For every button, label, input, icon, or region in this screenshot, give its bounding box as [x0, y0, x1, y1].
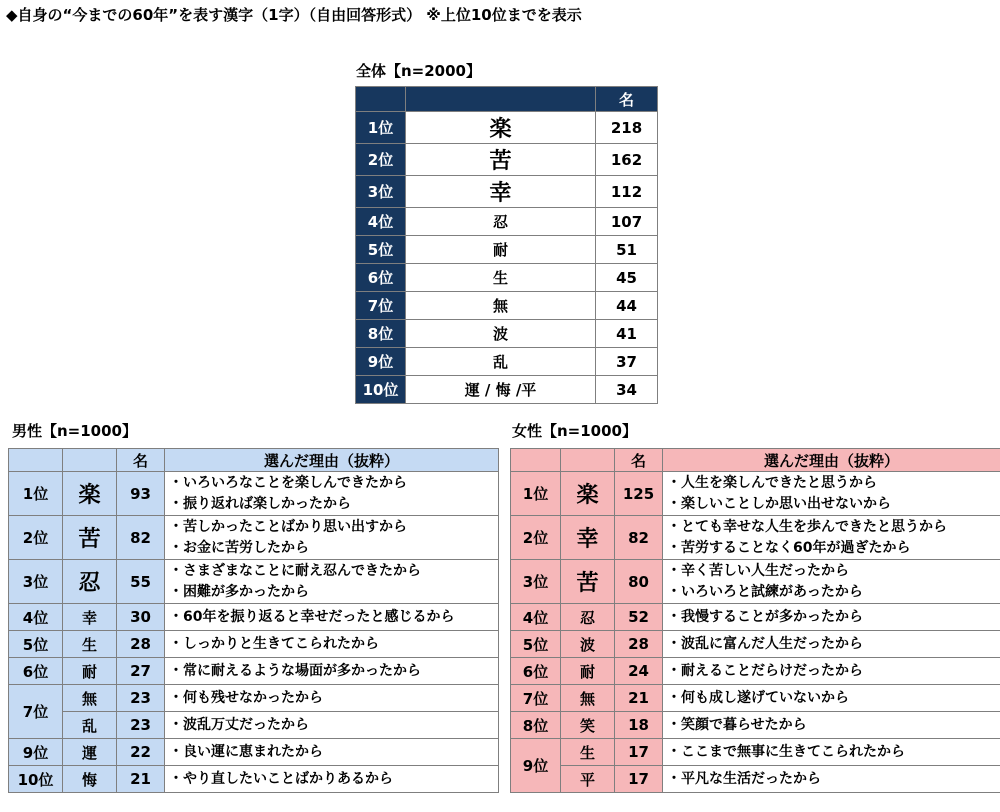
count-cell: 107: [596, 208, 658, 236]
kanji-cell: 楽: [406, 112, 596, 144]
table-row: [356, 320, 658, 348]
table-row: [511, 739, 1000, 766]
reason-line: ・人生を楽しんできたと思うから: [667, 474, 877, 491]
rank-cell: 6位: [511, 658, 561, 685]
table-row: [511, 604, 1000, 631]
rank-cell: 8位: [356, 320, 406, 348]
kanji-cell: 波: [406, 320, 596, 348]
kanji-cell: 笑: [561, 712, 615, 739]
reason-cell: ・耐えることだらけだったから: [663, 658, 1000, 685]
rank-cell: 8位: [511, 712, 561, 739]
table-row: [9, 604, 499, 631]
reason-cell: ・やり直したいことばかりあるから: [165, 766, 499, 793]
rank-cell: 2位: [511, 516, 561, 560]
reason-cell: ・良い運に恵まれたから: [165, 739, 499, 766]
rank-cell: 2位: [356, 144, 406, 176]
count-cell: 93: [117, 472, 165, 516]
table-row: [511, 658, 1000, 685]
count-cell: 82: [117, 516, 165, 560]
table-row: [356, 176, 658, 208]
reason-line: ・困難が多かったから: [169, 583, 309, 600]
count-cell: 51: [596, 236, 658, 264]
rank-cell: 2位: [9, 516, 63, 560]
table-row: [356, 144, 658, 176]
overall-table: [355, 86, 658, 404]
table-row: [511, 766, 1000, 793]
rank-cell: 3位: [511, 560, 561, 604]
count-cell: 17: [615, 739, 663, 766]
kanji-cell: 楽: [561, 472, 615, 516]
kanji-cell: 波: [561, 631, 615, 658]
count-cell: 34: [596, 376, 658, 404]
reason-cell: [663, 472, 1000, 516]
table-row: [511, 631, 1000, 658]
count-cell: 18: [615, 712, 663, 739]
rank-header: [356, 87, 406, 112]
kanji-cell: 悔: [63, 766, 117, 793]
reason-cell: ・ここまで無事に生きてこられたから: [663, 739, 1000, 766]
rank-cell: 3位: [9, 560, 63, 604]
page-title: ◆自身の“今までの60年”を表す漢字（1字）（自由回答形式） ※上位10位までを表示: [6, 6, 582, 24]
rank-cell: 7位: [9, 685, 63, 739]
kanji-cell: 生: [63, 631, 117, 658]
count-header: 名: [117, 449, 165, 472]
rank-cell: 4位: [511, 604, 561, 631]
rank-cell: 6位: [356, 264, 406, 292]
reason-line: ・苦しかったことばかり思い出すから: [169, 518, 407, 535]
rank-cell: 5位: [356, 236, 406, 264]
count-cell: 41: [596, 320, 658, 348]
reason-line: ・辛く苦しい人生だったから: [667, 562, 849, 579]
rank-cell: 9位: [9, 739, 63, 766]
rank-cell: 7位: [511, 685, 561, 712]
kanji-cell: 楽: [63, 472, 117, 516]
table-row: [9, 631, 499, 658]
male-table: [8, 448, 499, 793]
reason-cell: ・我慢することが多かったから: [663, 604, 1000, 631]
kanji-header: [406, 87, 596, 112]
kanji-cell: 耐: [561, 658, 615, 685]
kanji-cell: 苦: [561, 560, 615, 604]
count-cell: 37: [596, 348, 658, 376]
kanji-header: [63, 449, 117, 472]
table-row: [511, 516, 1000, 560]
table-row: [9, 739, 499, 766]
reason-header: 選んだ理由（抜粋）: [663, 449, 1000, 472]
count-cell: 55: [117, 560, 165, 604]
rank-cell: 9位: [511, 739, 561, 793]
count-cell: 52: [615, 604, 663, 631]
kanji-cell: 耐: [63, 658, 117, 685]
kanji-cell: 無: [63, 685, 117, 712]
count-cell: 21: [117, 766, 165, 793]
reason-line: ・振り返れば楽しかったから: [169, 495, 351, 512]
table-row: [9, 712, 499, 739]
kanji-cell: 乱: [63, 712, 117, 739]
rank-cell: 5位: [511, 631, 561, 658]
table-row: [356, 348, 658, 376]
table-row: [356, 236, 658, 264]
count-cell: 21: [615, 685, 663, 712]
count-cell: 44: [596, 292, 658, 320]
reason-cell: ・何も残せなかったから: [165, 685, 499, 712]
count-cell: 82: [615, 516, 663, 560]
count-cell: 23: [117, 712, 165, 739]
rank-cell: 7位: [356, 292, 406, 320]
kanji-cell: 忍: [561, 604, 615, 631]
reason-cell: ・常に耐えるような場面が多かったから: [165, 658, 499, 685]
table-row: [511, 472, 1000, 516]
kanji-cell: 忍: [63, 560, 117, 604]
rank-cell: 6位: [9, 658, 63, 685]
reason-cell: ・何も成し遂げていないから: [663, 685, 1000, 712]
rank-cell: 4位: [356, 208, 406, 236]
table-row: [9, 516, 499, 560]
reason-cell: [165, 472, 499, 516]
kanji-cell: 乱: [406, 348, 596, 376]
reason-cell: [663, 516, 1000, 560]
count-cell: 28: [117, 631, 165, 658]
table-row: [356, 376, 658, 404]
rank-cell: 5位: [9, 631, 63, 658]
reason-line: ・いろいろと試練があったから: [667, 583, 863, 600]
reason-cell: [165, 516, 499, 560]
count-cell: 28: [615, 631, 663, 658]
rank-cell: 3位: [356, 176, 406, 208]
reason-line: ・楽しいことしか思い出せないから: [667, 495, 891, 512]
reason-cell: [165, 560, 499, 604]
kanji-cell: 生: [561, 739, 615, 766]
reason-cell: ・波乱に富んだ人生だったから: [663, 631, 1000, 658]
table-row: [9, 658, 499, 685]
count-cell: 112: [596, 176, 658, 208]
table-header-row: [511, 449, 1000, 472]
reason-line: ・とても幸せな人生を歩んできたと思うから: [667, 518, 947, 535]
kanji-cell: 生: [406, 264, 596, 292]
reason-line: ・お金に苦労したから: [169, 539, 309, 556]
reason-cell: ・しっかりと生きてこられたから: [165, 631, 499, 658]
kanji-cell: 運: [63, 739, 117, 766]
rank-cell: 9位: [356, 348, 406, 376]
count-cell: 80: [615, 560, 663, 604]
table-row: [9, 472, 499, 516]
rank-cell: 4位: [9, 604, 63, 631]
kanji-cell: 苦: [406, 144, 596, 176]
kanji-cell: 忍: [406, 208, 596, 236]
kanji-cell: 平: [561, 766, 615, 793]
reason-cell: ・笑顔で暮らせたから: [663, 712, 1000, 739]
count-cell: 22: [117, 739, 165, 766]
rank-header: [511, 449, 561, 472]
count-cell: 45: [596, 264, 658, 292]
table-header-row: [9, 449, 499, 472]
reason-header: 選んだ理由（抜粋）: [165, 449, 499, 472]
rank-cell: 10位: [9, 766, 63, 793]
female-label: 女性【n=1000】: [512, 422, 637, 440]
table-row: [9, 560, 499, 604]
table-row: [511, 712, 1000, 739]
reason-cell: ・波乱万丈だったから: [165, 712, 499, 739]
reason-line: ・いろいろなことを楽しんできたから: [169, 474, 407, 491]
reason-cell: ・60年を振り返ると幸せだったと感じるから: [165, 604, 499, 631]
reason-cell: ・平凡な生活だったから: [663, 766, 1000, 793]
kanji-cell: 幸: [406, 176, 596, 208]
count-header: 名: [596, 87, 658, 112]
kanji-cell: 無: [561, 685, 615, 712]
count-cell: 125: [615, 472, 663, 516]
kanji-cell: 無: [406, 292, 596, 320]
overall-label: 全体【n=2000】: [356, 62, 481, 80]
kanji-cell: 幸: [561, 516, 615, 560]
kanji-cell: 運 / 悔 /平: [406, 376, 596, 404]
reason-line: ・さまざまなことに耐え忍んできたから: [169, 562, 421, 579]
count-cell: 30: [117, 604, 165, 631]
table-header-row: [356, 87, 658, 112]
rank-header: [9, 449, 63, 472]
male-label: 男性【n=1000】: [12, 422, 137, 440]
table-row: [511, 560, 1000, 604]
reason-line: ・苦労することなく60年が過ぎたから: [667, 539, 911, 556]
rank-cell: 10位: [356, 376, 406, 404]
table-row: [356, 264, 658, 292]
kanji-header: [561, 449, 615, 472]
count-cell: 162: [596, 144, 658, 176]
reason-cell: [663, 560, 1000, 604]
count-cell: 24: [615, 658, 663, 685]
rank-cell: 1位: [511, 472, 561, 516]
kanji-cell: 幸: [63, 604, 117, 631]
rank-cell: 1位: [356, 112, 406, 144]
count-cell: 218: [596, 112, 658, 144]
count-cell: 17: [615, 766, 663, 793]
count-cell: 23: [117, 685, 165, 712]
rank-cell: 1位: [9, 472, 63, 516]
female-table: [510, 448, 1000, 793]
kanji-cell: 苦: [63, 516, 117, 560]
count-cell: 27: [117, 658, 165, 685]
table-row: [356, 112, 658, 144]
count-header: 名: [615, 449, 663, 472]
table-row: [356, 208, 658, 236]
table-row: [511, 685, 1000, 712]
table-row: [356, 292, 658, 320]
table-row: [9, 685, 499, 712]
kanji-cell: 耐: [406, 236, 596, 264]
table-row: [9, 766, 499, 793]
